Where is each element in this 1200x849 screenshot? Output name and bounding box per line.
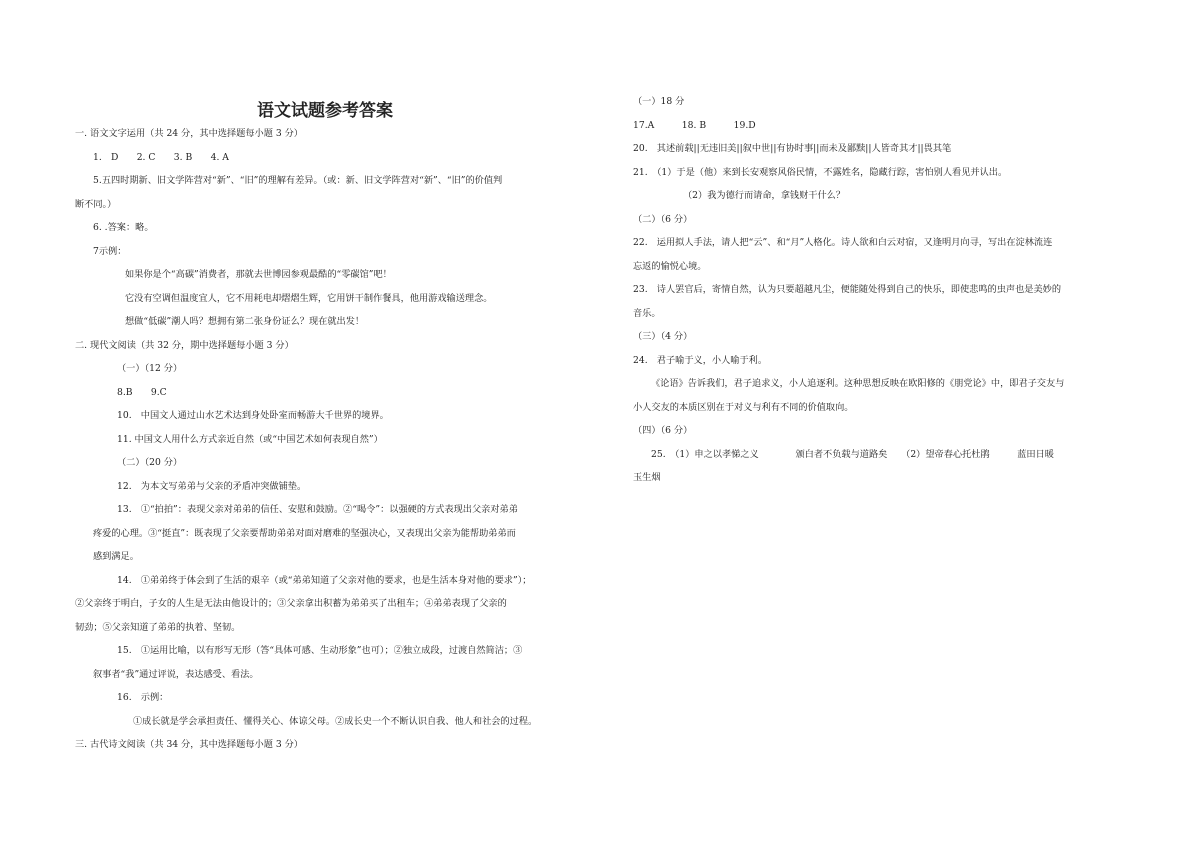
right-line: 音乐。 — [633, 307, 661, 319]
left-line: 感到满足。 — [93, 551, 139, 562]
left-line: 6. .答案：略。 — [93, 222, 154, 233]
left-line: 一. 语文文字运用（共 24 分，其中选择题每小题 3 分） — [75, 128, 303, 139]
right-line: 忘返的愉悦心境。 — [633, 260, 707, 272]
right-line: 22. 运用拟人手法，请人把“云”、和“月”人格化。诗人欲和白云对宿，又逢明月向寻，写出在淀林流连 — [633, 237, 1053, 248]
left-line: 7示例： — [93, 245, 127, 257]
page-title: 语文试题参考答案 — [257, 101, 393, 121]
left-line: 叙事者“我”通过评说，表达感受、看法。 — [93, 668, 259, 680]
left-line: 想做“低碳”潮人吗？想拥有第二张身份证么？现在就出发！ — [125, 316, 365, 327]
left-line: 如果你是个“高碳”消费者，那就去世博园参观最酷的“零碳馆”吧！ — [125, 269, 392, 280]
right-line: 24. 君子喻于义，小人喻于利。 — [633, 354, 768, 366]
left-line: ①成长就是学会承担责任、懂得关心、体谅父母。②成长史一个不断认识自我、他人和社会的过程。 — [133, 715, 538, 727]
left-line: 三. 古代诗文阅读（共 34 分，其中选择题每小题 3 分） — [75, 739, 303, 750]
left-line: 8.B 9.C — [117, 386, 167, 398]
right-line: 17.A 18. B 19.D — [633, 119, 756, 131]
right-column — [633, 90, 1133, 490]
right-line: 23. 诗人罢官后，寄情自然，认为只要超越凡尘，便能随处得到自己的快乐，即使悲鸣的虫声也是美妙的 — [633, 284, 1062, 295]
right-line: 21. （1）于是（他）来到长安观察风俗民情，不露姓名，隐藏行踪，害怕别人看见并认出。 — [633, 166, 1008, 178]
left-line: 韧劲；⑤父亲知道了弟弟的执着、坚韧。 — [75, 621, 241, 633]
left-line: 12. 为本文写弟弟与父亲的矛盾冲突做铺垫。 — [117, 480, 307, 492]
left-line: 5.五四时期新、旧文学阵营对“新”、“旧”的理解有差异。（或：新、旧文学阵营对“新”、“旧”的价值判 — [93, 175, 503, 186]
left-line: 疼爱的心理。③“挺直”：既表现了父亲要帮助弟弟对面对磨难的坚强决心，又表现出父亲为能帮助弟弟而 — [93, 527, 516, 539]
left-line: （一）（12 分） — [117, 363, 183, 374]
right-line: （2）我为德行而请命，拿钱财干什么？ — [683, 190, 846, 201]
right-line: （四）（6 分） — [633, 425, 693, 436]
right-line: （三）（4 分） — [633, 331, 693, 342]
left-line: 1. D 2. C 3. B 4. A — [93, 151, 229, 163]
left-line: 10. 中国文人通过山水艺术达到身处卧室而畅游大千世界的境界。 — [117, 410, 389, 421]
left-line: 11. 中国文人用什么方式亲近自然（或“中国艺术如何表现自然”） — [117, 433, 383, 445]
right-line: 20. 其述前载||无违旧美||叙中世||有协时事||而未及鄙黩||人皆奇其才||畏其笔 — [633, 143, 952, 154]
left-line: 13. ①“拍拍”：表现父亲对弟弟的信任、安慰和鼓励。②“喝令”：以强硬的方式表现出父亲对弟弟 — [117, 504, 518, 515]
right-line: （一）18 分 — [633, 96, 685, 107]
right-line: 小人交友的本质区别在于对义与利有不同的价值取向。 — [633, 401, 854, 413]
left-line: 15. ①运用比喻，以有形写无形（答“具体可感、生动形象”也可）；②独立成段，过渡自然简洁；③ — [117, 645, 523, 656]
right-line: 《论语》告诉我们，君子追求义，小人追逐利。这种思想反映在欧阳修的《朋党论》中，即君子交友与 — [651, 378, 1065, 389]
right-line: 25. （1）申之以孝悌之义 颁白者不负载与道路矣 （2）望帝春心托杜鹃 蓝田日暖 — [651, 448, 1054, 460]
right-line: 玉生烟 — [633, 472, 661, 483]
left-line: 二. 现代文阅读（共 32 分，期中选择题每小题 3 分） — [75, 339, 294, 351]
left-line: 断不同。） — [75, 198, 117, 210]
left-line: 它没有空调但温度宜人，它不用耗电却熠熠生辉，它用饼干制作餐具，他用游戏输送理念。 — [125, 292, 493, 304]
left-line: 14. ①弟弟终于体会到了生活的艰辛（或“弟弟知道了父亲对他的要求，也是生活本身对他的要求”）； — [117, 574, 532, 586]
left-line: ②父亲终于明白，子女的人生是无法由他设计的；③父亲拿出积蓄为弟弟买了出租车；④弟弟表现了父亲的 — [75, 598, 507, 609]
left-column — [75, 122, 595, 757]
left-line: 16. 示例： — [117, 692, 169, 703]
left-line: （二）（20 分） — [117, 457, 183, 468]
right-line: （二）（6 分） — [633, 213, 693, 225]
